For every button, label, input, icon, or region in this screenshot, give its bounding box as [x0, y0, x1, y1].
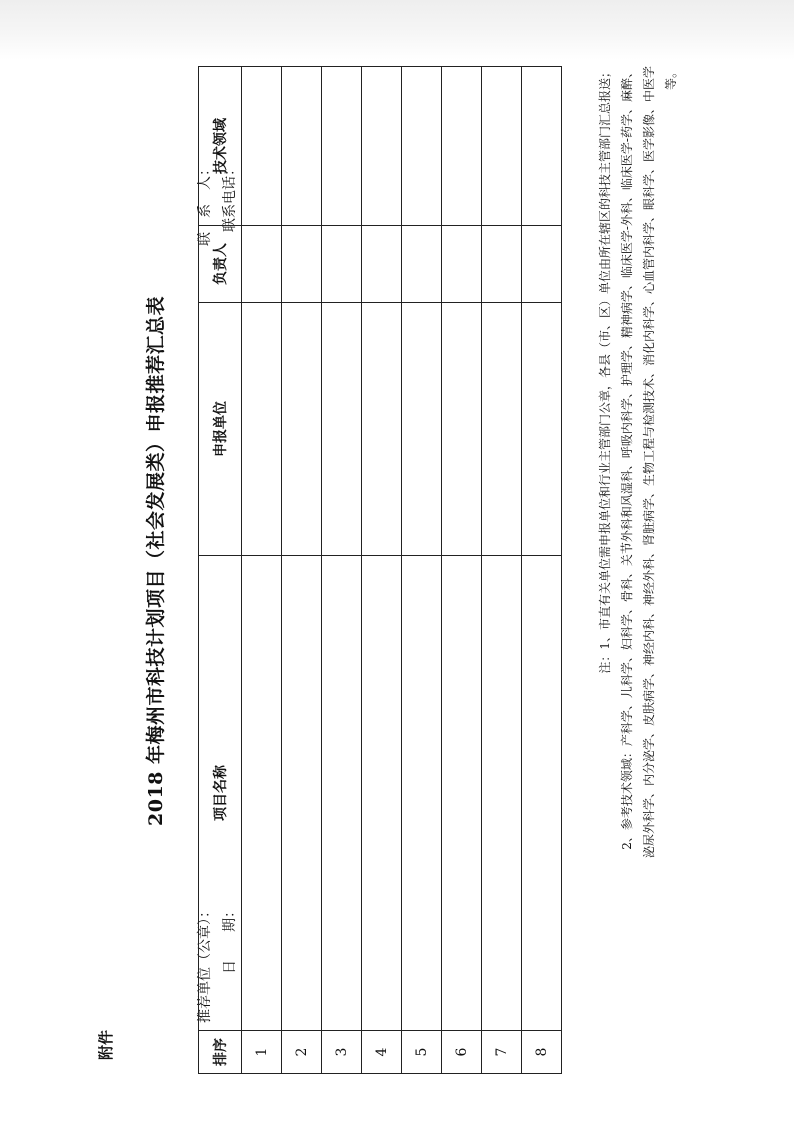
applicant-unit-cell[interactable]	[322, 303, 362, 556]
header-rank: 排序	[199, 1031, 242, 1074]
rank-cell: 2	[282, 1031, 322, 1074]
tech-field-cell[interactable]	[522, 67, 562, 226]
applicant-unit-cell[interactable]	[242, 303, 282, 556]
project-name-cell[interactable]	[522, 556, 562, 1031]
summary-table	[198, 66, 562, 1074]
table-row	[402, 67, 442, 1074]
table-row	[442, 67, 482, 1074]
project-name-cell[interactable]	[242, 556, 282, 1031]
header-project-name: 项目名称	[199, 556, 242, 1031]
tech-field-cell[interactable]	[322, 67, 362, 226]
applicant-unit-cell[interactable]	[362, 303, 402, 556]
tech-field-cell[interactable]	[442, 67, 482, 226]
applicant-unit-cell[interactable]	[442, 303, 482, 556]
project-name-cell[interactable]	[322, 556, 362, 1031]
tech-field-cell[interactable]	[402, 67, 442, 226]
applicant-unit-cell[interactable]	[522, 303, 562, 556]
project-name-cell[interactable]	[402, 556, 442, 1031]
rank-cell: 4	[362, 1031, 402, 1074]
applicant-unit-cell[interactable]	[482, 303, 522, 556]
leader-cell[interactable]	[362, 226, 402, 303]
header-tech-field: 技术领域	[199, 67, 242, 226]
note-line-2: 2、参考技术领域：产科学、儿科学、妇科学、骨科、关节外科和风湿科、呼吸内科学、护理学、精神病学、临床医学-外科、临床医学-药学、麻醉、	[620, 66, 634, 874]
phone-label: 联系电话：	[222, 162, 238, 232]
leader-cell[interactable]	[442, 226, 482, 303]
recommender-label: 推荐单位（公章）：	[197, 904, 213, 1023]
header-leader: 负责人	[199, 226, 242, 303]
tech-field-cell[interactable]	[282, 67, 322, 226]
tech-field-cell[interactable]	[362, 67, 402, 226]
rank-cell: 8	[522, 1031, 562, 1074]
leader-cell[interactable]	[482, 226, 522, 303]
applicant-unit-cell[interactable]	[282, 303, 322, 556]
header-applicant-unit: 申报单位	[199, 303, 242, 556]
note-line-1: 注：1、市直有关单位需申报单位和行业主管部门公章，各县（市、区）单位由所在辖区的科技主管部门汇总报送；	[598, 66, 612, 674]
applicant-unit-cell[interactable]	[402, 303, 442, 556]
project-name-cell[interactable]	[442, 556, 482, 1031]
date-label: 日 期：	[222, 904, 238, 974]
leader-cell[interactable]	[282, 226, 322, 303]
table-header-row	[199, 67, 242, 1074]
table-row	[482, 67, 522, 1074]
document-title: 2018 年梅州市科技计划项目（社会发展类）申报推荐汇总表	[145, 296, 167, 826]
leader-cell[interactable]	[322, 226, 362, 303]
project-name-cell[interactable]	[362, 556, 402, 1031]
leader-cell[interactable]	[522, 226, 562, 303]
tech-field-cell[interactable]	[242, 67, 282, 226]
table-row	[362, 67, 402, 1074]
rank-cell: 6	[442, 1031, 482, 1074]
rank-cell: 7	[482, 1031, 522, 1074]
table-row	[522, 67, 562, 1074]
project-name-cell[interactable]	[482, 556, 522, 1031]
attachment-label: 附件	[97, 1030, 115, 1061]
note-line-3: 泌尿外科学、内分泌学、皮肤病学、神经内科、神经外科、肾脏病学、生物工程与检测技术、消化内科学、心血管内科学、眼科学、医学影像、中医学	[642, 66, 656, 859]
rank-cell: 1	[242, 1031, 282, 1074]
leader-cell[interactable]	[242, 226, 282, 303]
note-line-4: 等。	[664, 66, 678, 91]
table-row	[322, 67, 362, 1074]
project-name-cell[interactable]	[282, 556, 322, 1031]
rank-cell: 5	[402, 1031, 442, 1074]
rank-cell: 3	[322, 1031, 362, 1074]
tech-field-cell[interactable]	[482, 67, 522, 226]
leader-cell[interactable]	[402, 226, 442, 303]
table-row	[282, 67, 322, 1074]
contact-label: 联 系 人：	[197, 162, 213, 246]
table-row	[242, 67, 282, 1074]
